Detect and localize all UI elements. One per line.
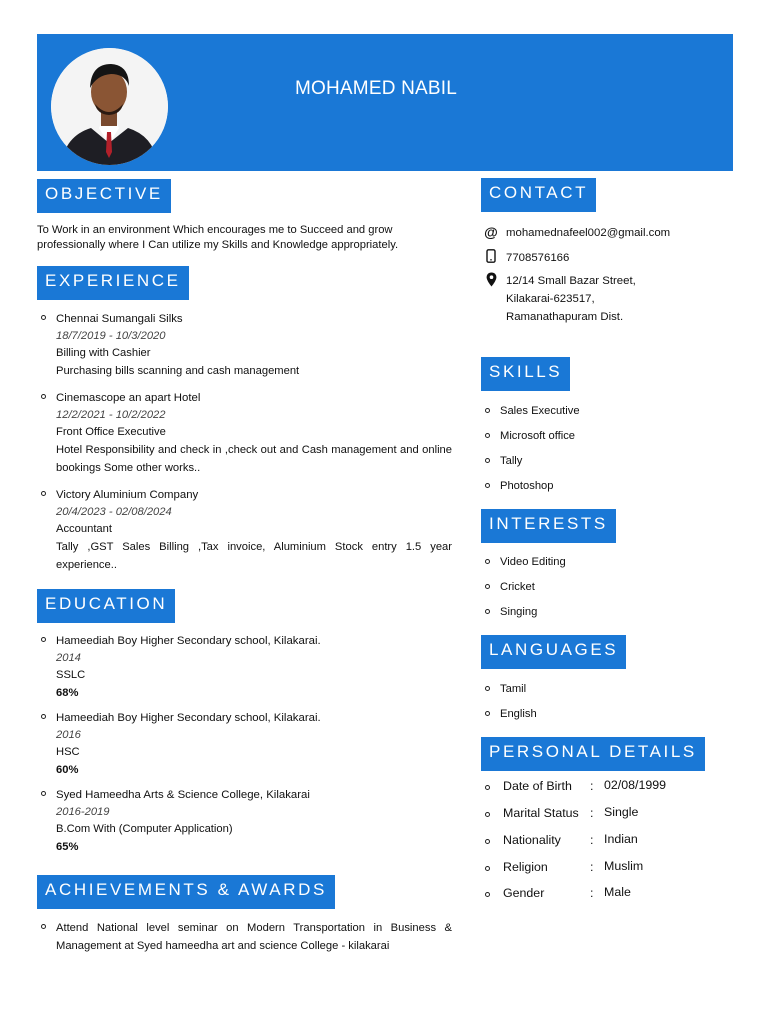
- course-name: HSC: [56, 746, 80, 758]
- personal-value: Male: [604, 885, 631, 899]
- company-name: Victory Aluminium Company: [56, 489, 199, 501]
- personal-separator: :: [590, 886, 594, 900]
- school-name: Hameediah Boy Higher Secondary school, Kilakarai.: [56, 712, 321, 724]
- achievement-item: Attend National level seminar on Modern Transportation in Business & Management at Syed hameedha art and science College - kilakarai: [38, 919, 452, 955]
- personal-key: Nationality: [503, 833, 561, 847]
- experience-item: [38, 486, 452, 574]
- course-score: 65%: [56, 841, 79, 853]
- bullet-icon: [485, 892, 490, 897]
- achievements-list: [38, 919, 452, 955]
- personal-separator: :: [590, 833, 594, 847]
- interests-list: [482, 554, 566, 629]
- skills-list: [482, 403, 580, 503]
- interests-heading: INTERESTS: [481, 509, 616, 543]
- address-line: 12/14 Small Bazar Street,: [506, 275, 636, 287]
- employment-dates: 20/4/2023 - 02/08/2024: [56, 506, 172, 518]
- education-year: 2014: [56, 652, 81, 664]
- job-role: Front Office Executive: [56, 426, 166, 438]
- education-item: [38, 786, 452, 856]
- address-line: Ramanathapuram Dist.: [506, 311, 624, 323]
- education-item: [38, 709, 452, 779]
- profile-photo: [51, 48, 168, 165]
- employment-dates: 12/2/2021 - 10/2/2022: [56, 409, 166, 421]
- school-name: Syed Hameedha Arts & Science College, Kilakarai: [56, 789, 310, 801]
- interest-item: Singing: [482, 604, 566, 629]
- personal-separator: :: [590, 779, 594, 793]
- school-name: Hameediah Boy Higher Secondary school, Kilakarai.: [56, 635, 321, 647]
- personal-value: 02/08/1999: [604, 778, 667, 792]
- language-item: English: [482, 706, 537, 731]
- candidate-name: MOHAMED NABIL: [295, 78, 458, 99]
- personal-value: Single: [604, 805, 639, 819]
- skill-item: Tally: [482, 453, 580, 478]
- education-list: [38, 632, 452, 863]
- personal-value: Muslim: [604, 859, 644, 873]
- personal-separator: :: [590, 860, 594, 874]
- course-name: B.Com With (Computer Application): [56, 823, 233, 835]
- personal-key: Marital Status: [503, 806, 579, 820]
- contact-heading: CONTACT: [481, 178, 596, 212]
- at-icon: @: [484, 224, 498, 240]
- achievements-heading: ACHIEVEMENTS & AWARDS: [37, 875, 335, 909]
- interest-item: Video Editing: [482, 554, 566, 579]
- experience-list: [38, 310, 452, 583]
- skill-item: Photoshop: [482, 478, 580, 503]
- skill-item: Microsoft office: [482, 428, 580, 453]
- personal-key: Date of Birth: [503, 779, 572, 793]
- languages-heading: LANGUAGES: [481, 635, 626, 669]
- education-item: [38, 632, 452, 702]
- location-pin-icon: [484, 272, 498, 290]
- company-name: Cinemascope an apart Hotel: [56, 392, 201, 404]
- job-description: Purchasing bills scanning and cash management: [56, 365, 300, 377]
- personal-separator: :: [590, 806, 594, 820]
- education-year: 2016: [56, 729, 81, 741]
- objective-text: To Work in an environment Which encourages me to Succeed and grow professionally where I Can utilize my Skills and Knowledge appropriately.: [37, 224, 399, 251]
- experience-heading: EXPERIENCE: [37, 266, 189, 300]
- course-name: SSLC: [56, 669, 86, 681]
- bullet-icon: [485, 812, 490, 817]
- personal-key: Religion: [503, 860, 548, 874]
- personal-value: Indian: [604, 832, 638, 846]
- job-description: Tally ,GST Sales Billing ,Tax invoice, Aluminium Stock entry 1.5 year experience..: [56, 541, 452, 571]
- phone-icon: [484, 249, 498, 266]
- language-item: Tamil: [482, 681, 537, 706]
- email-text: mohamednafeel002@gmail.com: [506, 227, 671, 239]
- phone-text: 7708576166: [506, 252, 570, 264]
- education-year: 2016-2019: [56, 806, 110, 818]
- skills-heading: SKILLS: [481, 357, 570, 391]
- experience-item: [38, 389, 452, 477]
- languages-list: [482, 681, 537, 731]
- job-role: Accountant: [56, 523, 112, 535]
- skill-item: Sales Executive: [482, 403, 580, 428]
- company-name: Chennai Sumangali Silks: [56, 313, 183, 325]
- course-score: 60%: [56, 764, 79, 776]
- job-role: Billing with Cashier: [56, 347, 151, 359]
- personal-details-heading: PERSONAL DETAILS: [481, 737, 705, 771]
- job-description: Hotel Responsibility and check in ,check out and Cash management and online bookings Some other works..: [56, 444, 452, 474]
- bullet-icon: [485, 785, 490, 790]
- address-line: Kilakarai-623517,: [506, 293, 595, 305]
- interest-item: Cricket: [482, 579, 566, 604]
- course-score: 68%: [56, 687, 79, 699]
- personal-key: Gender: [503, 886, 545, 900]
- bullet-icon: [485, 866, 490, 871]
- education-heading: EDUCATION: [37, 589, 175, 623]
- employment-dates: 18/7/2019 - 10/3/2020: [56, 330, 166, 342]
- objective-heading: OBJECTIVE: [37, 179, 171, 213]
- bullet-icon: [485, 839, 490, 844]
- experience-item: [38, 310, 452, 380]
